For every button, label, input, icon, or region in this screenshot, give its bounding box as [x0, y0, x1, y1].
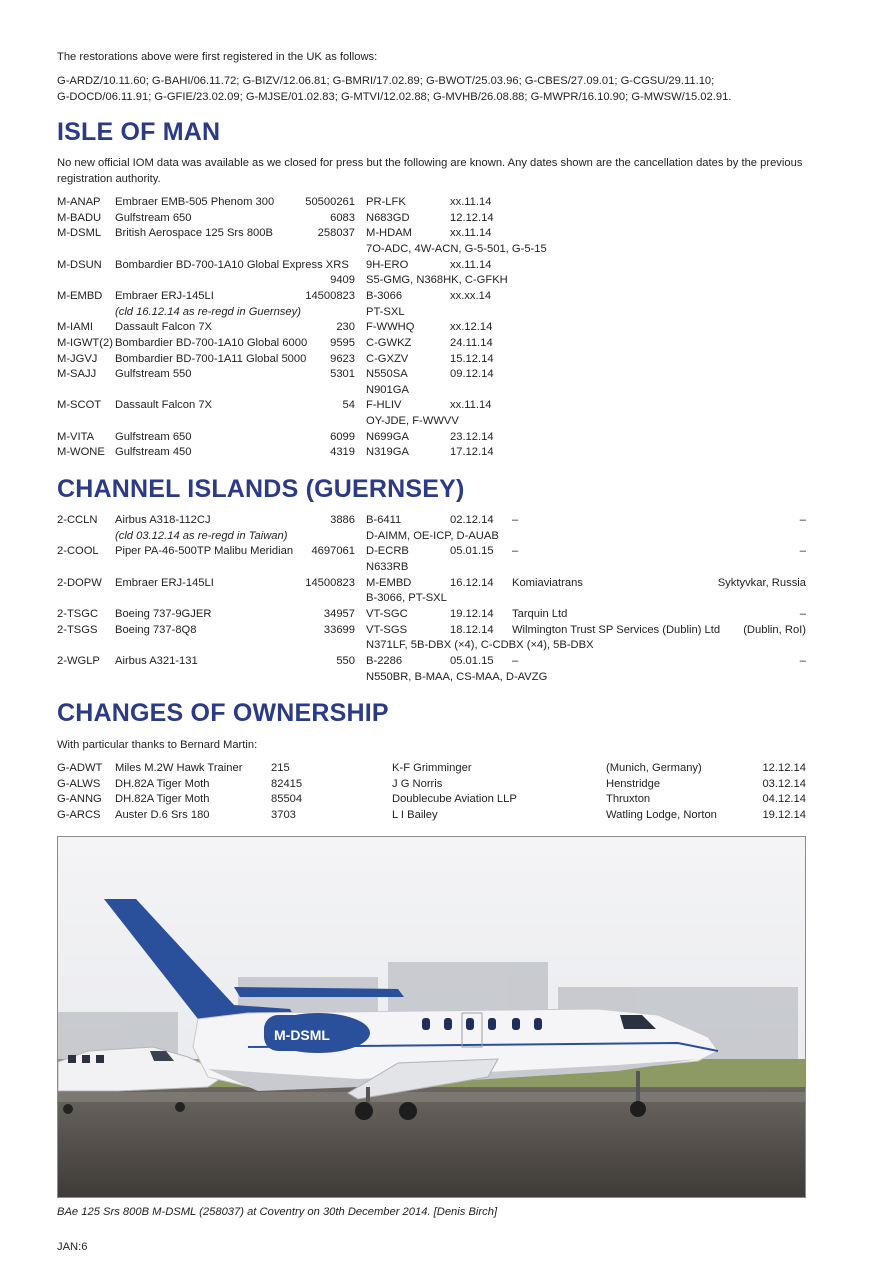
ownership-constructor-number: 85504: [271, 793, 303, 806]
ci-date: 02.12.14: [450, 514, 494, 526]
ci-previous-identity: B-2286: [366, 654, 403, 667]
ci-location: Syktyvkar, Russia: [717, 576, 806, 589]
iom-aircraft-type: British Aerospace 125 Srs 800B: [115, 227, 273, 240]
iom-previous-identity: F-WWHQ: [366, 321, 415, 334]
iom-constructor-number: 9409: [330, 274, 355, 287]
iom-registration: M-WONE: [57, 446, 105, 459]
iom-constructor-number: 9623: [330, 352, 355, 365]
iom-date: xx.12.14: [450, 321, 493, 334]
ownership-location: Henstridge: [606, 777, 661, 790]
iom-constructor-number: 5301: [330, 368, 355, 381]
ci-date: 16.12.14: [450, 576, 494, 589]
iom-aircraft-type: Embraer ERJ-145LI: [115, 289, 214, 302]
iom-aircraft-type: Dassault Falcon 7X: [115, 321, 213, 334]
ci-row: [0, 669, 889, 685]
iom-row: [0, 351, 889, 367]
restorations-line-2: G-DOCD/06.11.91; G-GFIE/23.02.09; G-MJSE/01.02.83; G-MTVI/12.02.88; G-MVHB/26.08.88; G-MWPR/16.10.90; G-MWSW/15.02.91.: [57, 91, 732, 103]
iom-row: [0, 210, 889, 226]
ci-date: 19.12.14: [450, 607, 494, 620]
iom-previous-identities: N901GA: [366, 383, 409, 396]
iom-registration: M-DSML: [57, 227, 102, 240]
iom-date: 12.12.14: [450, 211, 494, 224]
section-heading-channel-islands: CHANNEL ISLANDS (GUERNSEY): [57, 475, 465, 503]
iom-aircraft-type: Embraer EMB-505 Phenom 300: [115, 196, 275, 208]
ci-location: –: [799, 545, 806, 558]
ci-previous-identities: D-AIMM, OE-ICP, D-AUAB: [366, 529, 499, 542]
iom-constructor-number: 6083: [330, 211, 355, 224]
iom-row: [0, 366, 889, 382]
iom-previous-identity: N319GA: [366, 446, 409, 459]
iom-row: [0, 397, 889, 413]
ci-date: 05.01.15: [450, 545, 494, 558]
ci-constructor-number: 33699: [323, 623, 355, 636]
ci-registration: 2-TSGS: [57, 623, 98, 636]
ci-previous-identity: M-EMBD: [366, 576, 412, 589]
iom-row: [0, 444, 889, 460]
iom-constructor-number: 230: [336, 321, 355, 334]
iom-note: (cld 16.12.14 as re-regd in Guernsey): [115, 305, 301, 318]
iom-intro-line-2: registration authority.: [57, 173, 161, 185]
ci-note: (cld 03.12.14 as re-regd in Taiwan): [115, 529, 288, 542]
ownership-aircraft-type: DH.82A Tiger Moth: [115, 793, 210, 806]
ci-aircraft-type: Airbus A318-112CJ: [115, 514, 211, 526]
ci-registration: 2-WGLP: [57, 654, 100, 667]
iom-constructor-number: 50500261: [305, 196, 355, 208]
ownership-registration: G-ANNG: [57, 793, 102, 806]
iom-registration: M-ANAP: [57, 196, 101, 208]
iom-constructor-number: 54: [342, 399, 355, 412]
iom-date: xx.11.14: [450, 399, 492, 412]
iom-date: xx.11.14: [450, 258, 492, 271]
iom-previous-identity: N699GA: [366, 430, 409, 443]
iom-date: 15.12.14: [450, 352, 494, 365]
iom-previous-identity: B-3066: [366, 289, 403, 302]
iom-registration: M-JGVJ: [57, 352, 98, 365]
iom-row: [0, 288, 889, 304]
aircraft-photo: [57, 836, 806, 1198]
iom-date: 17.12.14: [450, 446, 494, 459]
iom-registration: M-SAJJ: [57, 368, 97, 381]
iom-constructor-number: 258037: [317, 227, 355, 240]
engine-registration-text: M-DSML: [274, 1027, 330, 1043]
ci-row: [0, 606, 889, 622]
ownership-constructor-number: 215: [271, 762, 290, 774]
restorations-intro: The restorations above were first registered in the UK as follows:: [57, 51, 378, 63]
ci-constructor-number: 14500823: [305, 576, 355, 589]
photo-caption: BAe 125 Srs 800B M-DSML (258037) at Coventry on 30th December 2014. [Denis Birch]: [57, 1206, 498, 1218]
ownership-intro: With particular thanks to Bernard Martin:: [57, 739, 258, 751]
ci-row: [0, 637, 889, 653]
ci-owner: Wilmington Trust SP Services (Dublin) Ltd: [512, 623, 721, 636]
ci-row: [0, 512, 889, 528]
ci-owner: –: [512, 654, 519, 667]
iom-previous-identities: OY-JDE, F-WWVV: [366, 415, 459, 428]
ci-registration: 2-DOPW: [57, 576, 102, 589]
engine-nacelle: [264, 1013, 370, 1053]
iom-date: 23.12.14: [450, 430, 494, 443]
iom-previous-identities: 7O-ADC, 4W-ACN, G-5-501, G-5-15: [366, 242, 547, 255]
ci-previous-identities: B-3066, PT-SXL: [366, 592, 447, 605]
iom-previous-identity: M-HDAM: [366, 227, 412, 240]
apron: [58, 1087, 806, 1198]
ci-row: [0, 543, 889, 559]
iom-date: xx.11.14: [450, 196, 492, 208]
ownership-aircraft-type: DH.82A Tiger Moth: [115, 777, 210, 790]
ownership-aircraft-type: Auster D.6 Srs 180: [115, 808, 210, 821]
ownership-row: [0, 807, 889, 823]
ownership-new-owner: L I Bailey: [392, 808, 438, 821]
iom-row: [0, 319, 889, 335]
ownership-new-owner: Doublecube Aviation LLP: [392, 793, 517, 806]
iom-row: [0, 413, 889, 429]
iom-row: [0, 272, 889, 288]
page-folio: JAN:6: [57, 1241, 88, 1253]
iom-row: [0, 335, 889, 351]
iom-constructor-number: 9595: [330, 336, 355, 349]
ci-aircraft-type: Embraer ERJ-145LI: [115, 576, 214, 589]
ownership-date: 03.12.14: [762, 777, 806, 790]
ci-constructor-number: 4697061: [311, 545, 355, 558]
ci-previous-identity: VT-SGS: [366, 623, 408, 636]
iom-registration: M-DSUN: [57, 258, 102, 271]
ci-registration: 2-COOL: [57, 545, 99, 558]
ci-constructor-number: 34957: [323, 607, 355, 620]
section-heading-isle-of-man: ISLE OF MAN: [57, 118, 221, 146]
ownership-date: 12.12.14: [762, 762, 806, 774]
ci-location: (Dublin, RoI): [743, 623, 806, 636]
section-heading-changes-of-ownership: CHANGES OF OWNERSHIP: [57, 699, 389, 727]
iom-registration: M-BADU: [57, 211, 102, 224]
iom-row: [0, 429, 889, 445]
iom-row: [0, 194, 889, 210]
iom-aircraft-type: Gulfstream 650: [115, 211, 192, 224]
ownership-registration: G-ADWT: [57, 762, 103, 774]
iom-previous-identities: S5-GMG, N368HK, C-GFKH: [366, 274, 508, 287]
iom-previous-identity: N683GD: [366, 211, 410, 224]
ci-row: [0, 528, 889, 544]
ci-row: [0, 653, 889, 669]
iom-aircraft-type: Dassault Falcon 7X: [115, 399, 213, 412]
ownership-new-owner: J G Norris: [392, 777, 443, 790]
ci-previous-identity: D-ECRB: [366, 545, 409, 558]
iom-date: 24.11.14: [450, 336, 493, 349]
ci-registration: 2-TSGC: [57, 607, 99, 620]
ci-location: –: [799, 514, 806, 526]
ci-location: –: [799, 607, 806, 620]
ci-location: –: [799, 654, 806, 667]
iom-constructor-number: 14500823: [305, 289, 355, 302]
ci-owner: Komiaviatrans: [512, 576, 583, 589]
iom-aircraft-type: Gulfstream 650: [115, 430, 192, 443]
ci-aircraft-type: Airbus A321-131: [115, 654, 198, 667]
iom-registration: M-EMBD: [57, 289, 103, 302]
ci-constructor-number: 3886: [330, 514, 355, 526]
ownership-registration: G-ARCS: [57, 808, 101, 821]
ci-previous-identity: VT-SGC: [366, 607, 408, 620]
iom-previous-identity: C-GWKZ: [366, 336, 412, 349]
ownership-aircraft-type: Miles M.2W Hawk Trainer: [115, 762, 243, 774]
iom-previous-identity: 9H-ERO: [366, 258, 409, 271]
ownership-date: 04.12.14: [762, 793, 806, 806]
ownership-location: Watling Lodge, Norton: [606, 808, 717, 821]
ci-row: [0, 622, 889, 638]
ownership-new-owner: K-F Grimminger: [392, 762, 472, 774]
iom-registration: M-IGWT(2): [57, 336, 113, 349]
ci-date: 18.12.14: [450, 623, 494, 636]
ownership-location: (Munich, Germany): [606, 762, 702, 774]
ci-aircraft-type: Boeing 737-9GJER: [115, 607, 212, 620]
iom-date: xx.11.14: [450, 227, 492, 240]
ci-row: [0, 575, 889, 591]
iom-row: [0, 225, 889, 241]
ownership-row: [0, 760, 889, 776]
ci-previous-identity: B-6411: [366, 514, 402, 526]
ownership-constructor-number: 3703: [271, 808, 296, 821]
iom-date: 09.12.14: [450, 368, 494, 381]
iom-row: [0, 257, 889, 273]
ci-aircraft-type: Boeing 737-8Q8: [115, 623, 197, 636]
ci-owner: Tarquin Ltd: [512, 607, 568, 620]
iom-constructor-number: 4319: [330, 446, 355, 459]
ownership-row: [0, 776, 889, 792]
iom-constructor-number: 6099: [330, 430, 355, 443]
iom-previous-identity: F-HLIV: [366, 399, 402, 412]
ownership-location: Thruxton: [606, 793, 651, 806]
iom-aircraft-type: Gulfstream 450: [115, 446, 192, 459]
ownership-constructor-number: 82415: [271, 777, 303, 790]
iom-row: [0, 241, 889, 257]
ownership-row: [0, 791, 889, 807]
iom-aircraft-type: Bombardier BD-700-1A10 Global 6000: [115, 336, 308, 349]
ci-constructor-number: 550: [336, 654, 355, 667]
ci-registration: 2-CCLN: [57, 514, 98, 526]
iom-row: [0, 382, 889, 398]
iom-previous-identity: C-GXZV: [366, 352, 409, 365]
iom-intro-line-1: No new official IOM data was available as we closed for press but the following are known. Any dates shown are the cancellation dates by the previous: [57, 157, 803, 169]
ci-previous-identities: N550BR, B-MAA, CS-MAA, D-AVZG: [366, 670, 548, 683]
ci-owner: –: [512, 514, 519, 526]
ownership-date: 19.12.14: [762, 808, 806, 821]
ownership-registration: G-ALWS: [57, 777, 101, 790]
ci-previous-identities: N371LF, 5B-DBX (×4), C-CDBX (×4), 5B-DBX: [366, 639, 594, 652]
restorations-line-1: G-ARDZ/10.11.60; G-BAHI/06.11.72; G-BIZV/12.06.81; G-BMRI/17.02.89; G-BWOT/25.03.96; G-CBES/27.09.01; G-CGSU/29.11.10;: [57, 75, 715, 87]
ci-previous-identities: N633RB: [366, 560, 409, 573]
ci-row: [0, 590, 889, 606]
iom-previous-identity: PR-LFK: [366, 196, 406, 208]
iom-registration: M-SCOT: [57, 399, 102, 412]
iom-aircraft-type: Bombardier BD-700-1A11 Global 5000: [115, 352, 307, 365]
ci-owner: –: [512, 545, 519, 558]
iom-previous-identity: N550SA: [366, 368, 408, 381]
iom-registration: M-IAMI: [57, 321, 94, 334]
ci-aircraft-type: Piper PA-46-500TP Malibu Meridian: [115, 545, 294, 558]
ci-date: 05.01.15: [450, 654, 494, 667]
iom-aircraft-type: Gulfstream 550: [115, 368, 192, 381]
iom-row: [0, 304, 889, 320]
iom-aircraft-type: Bombardier BD-700-1A10 Global Express XRS: [115, 258, 349, 271]
iom-previous-identities: PT-SXL: [366, 305, 405, 318]
iom-date: xx.xx.14: [450, 289, 492, 302]
iom-registration: M-VITA: [57, 430, 95, 443]
ci-row: [0, 559, 889, 575]
